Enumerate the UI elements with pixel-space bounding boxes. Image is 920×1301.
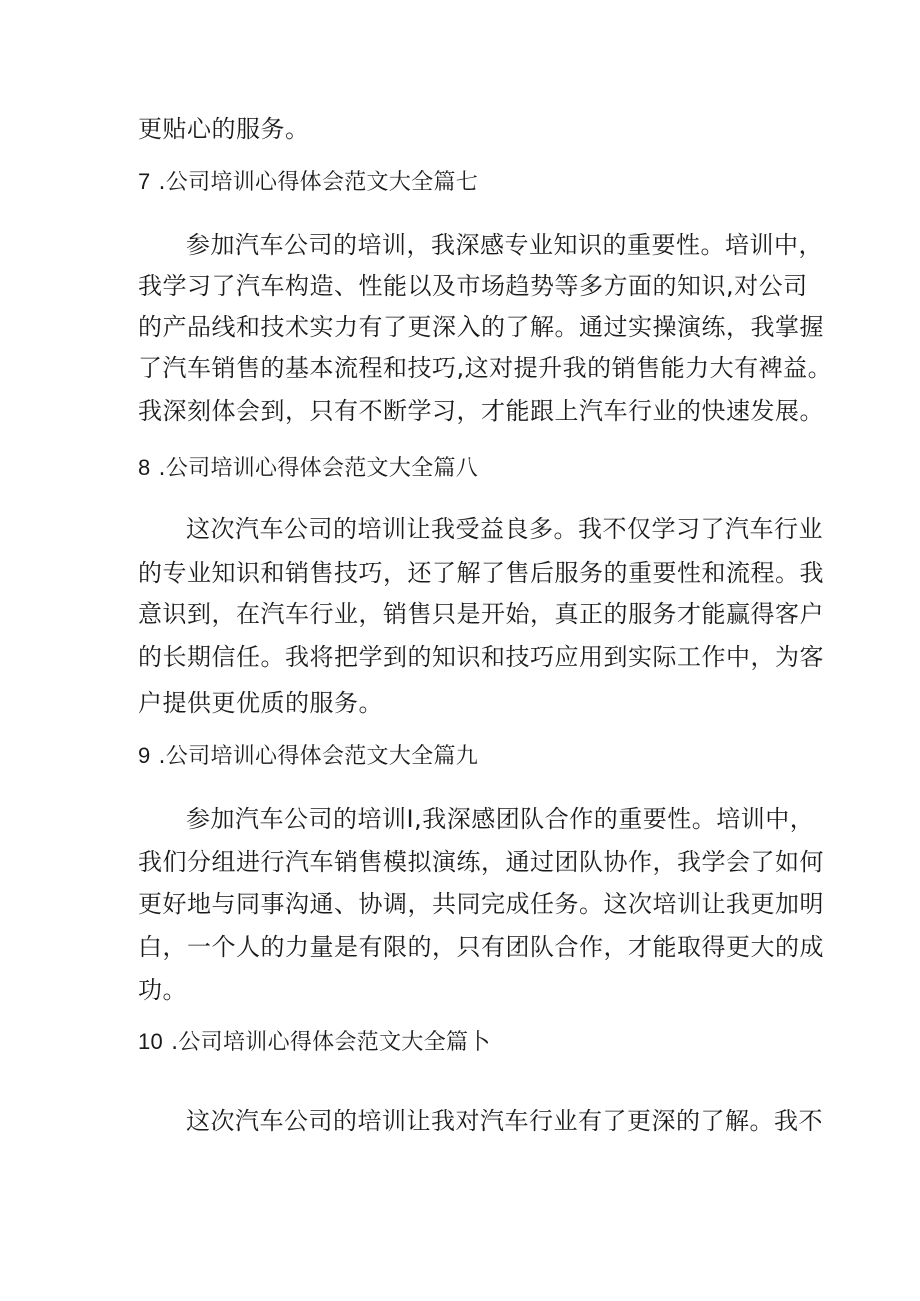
paragraph-line: 的专业知识和销售技巧，还了解了售后服务的重要性和流程。我 (138, 559, 824, 587)
section-title: .公司培训心得体会范文大全篇卜 (171, 1030, 491, 1055)
intro-tail-text: 更贴心的服务。 (138, 115, 310, 143)
section-heading-10 (138, 1026, 491, 1059)
paragraph-line: 参加汽车公司的培训I,我深感团队合作的重要性。培训中， (186, 805, 815, 833)
paragraph-line: 意识到，在汽车行业，销售只是开始，真正的服务才能赢得客户 (138, 600, 824, 628)
paragraph-line: 我们分组进行汽车销售模拟演练，通过团队协作，我学会了如何 (138, 848, 824, 876)
paragraph-line: 这次汽车公司的培训让我受益良多。我不仅学习了汽车行业 (186, 515, 823, 543)
paragraph-line: 功。 (138, 976, 187, 1004)
section-number: 8 (138, 455, 151, 480)
section-heading-7 (138, 166, 478, 199)
paragraph-line: 了汽车销售的基本流程和技巧,这对提升我的销售能力大有裨益。 (138, 354, 833, 382)
paragraph-line: 的产品线和技术实力有了更深入的了解。通过实操演练，我掌握 (138, 313, 824, 341)
section-title: .公司培训心得体会范文大全篇八 (158, 456, 479, 481)
section-title: .公司培训心得体会范文大全篇九 (158, 744, 479, 769)
paragraph-line: 更好地与同事沟通、协调，共同完成任务。这次培训让我更加明 (138, 890, 824, 918)
section-number: 7 (138, 169, 151, 194)
paragraph-line: 白，一个人的力量是有限的，只有团队合作，才能取得更大的成 (138, 933, 824, 961)
paragraph-line: 这次汽车公司的培训让我对汽车行业有了更深的了解。我不 (186, 1107, 823, 1135)
paragraph-line: 参加汽车公司的培训，我深感专业知识的重要性。培训中， (186, 231, 823, 259)
section-heading-8 (138, 452, 478, 485)
paragraph-line: 的长期信任。我将把学到的知识和技巧应用到实际工作中，为客 (138, 643, 824, 671)
section-title: .公司培训心得体会范文大全篇七 (158, 170, 479, 195)
paragraph-line: 户提供更优质的服务。 (138, 689, 383, 717)
section-number: 9 (138, 743, 151, 768)
paragraph-line: 我学习了汽车构造、性能以及市场趋势等多方面的知识,对公司 (138, 272, 808, 300)
section-number: 10 (138, 1029, 164, 1054)
section-heading-9 (138, 740, 478, 773)
paragraph-line: 我深刻体会到，只有不断学习，才能跟上汽车行业的快速发展。 (138, 397, 824, 425)
